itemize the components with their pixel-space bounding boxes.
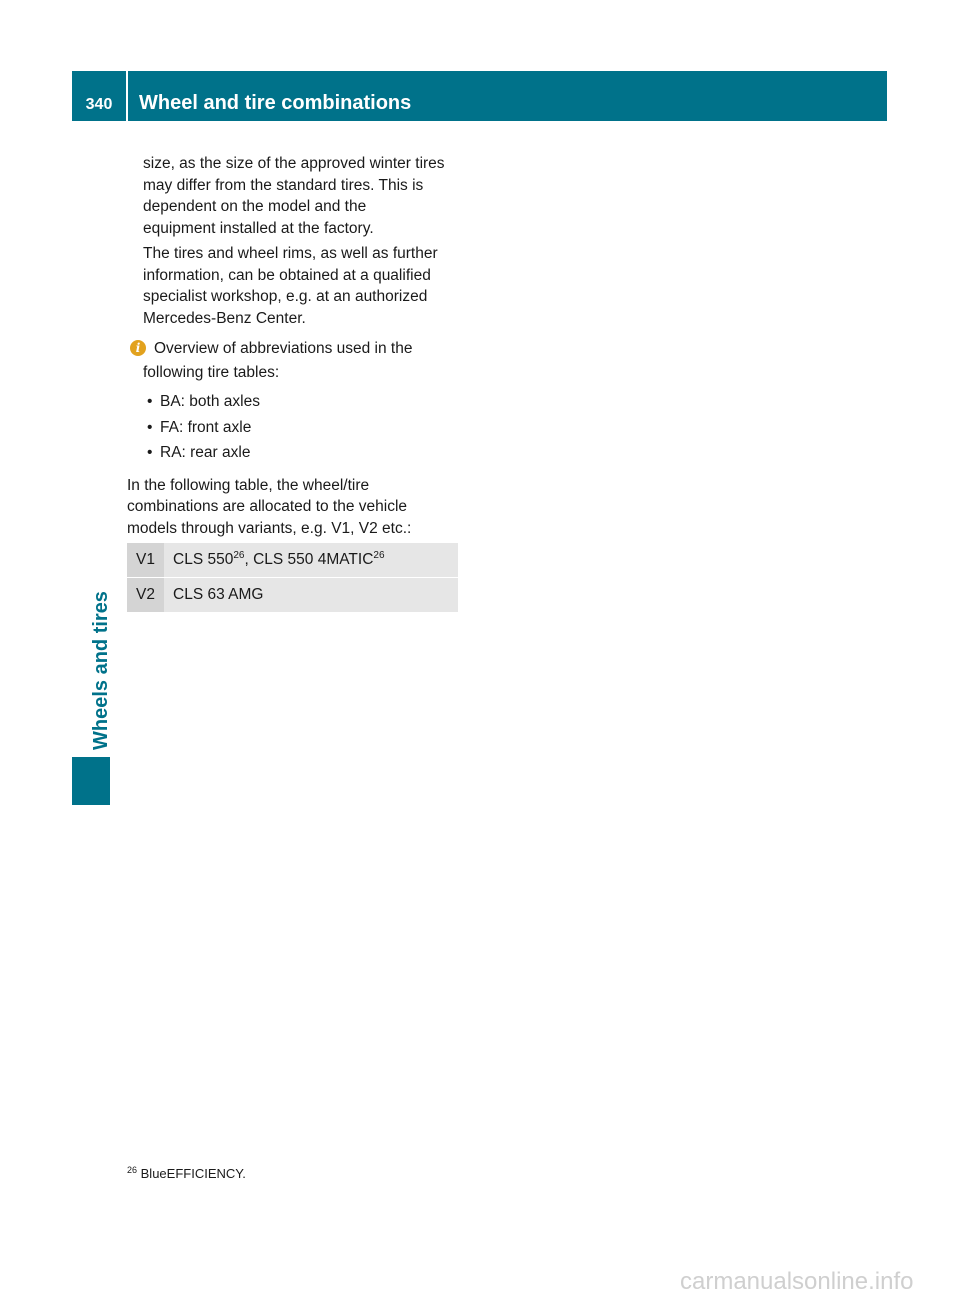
variant-models xyxy=(164,578,458,613)
variant-table xyxy=(127,543,458,613)
text-line: Mercedes-Benz Center. xyxy=(143,309,306,327)
footnote-text: BlueEFFICIENCY. xyxy=(140,1166,246,1181)
text-line: models through variants, e.g. V1, V2 etc.: xyxy=(127,519,412,537)
footnote xyxy=(127,1166,246,1181)
info-note xyxy=(127,338,462,360)
model-separator: , xyxy=(244,551,254,568)
paragraph-variants-intro xyxy=(127,475,462,540)
abbreviation-list xyxy=(127,389,462,466)
page-title: Wheel and tire combinations xyxy=(139,92,412,114)
model-name: CLS 63 AMG xyxy=(173,586,264,603)
text-line: specialist workshop, e.g. at an authorized xyxy=(143,288,428,305)
text-line: dependent on the model and the xyxy=(143,198,367,215)
variant-code: V2 xyxy=(127,578,164,613)
text-line: size, as the size of the approved winter tires xyxy=(143,155,445,172)
table-row xyxy=(127,578,458,613)
main-content xyxy=(127,153,462,539)
variant-code: V1 xyxy=(127,543,164,578)
model-name: CLS 550 xyxy=(173,551,234,568)
watermark: carmanualsonline.info xyxy=(680,1268,914,1295)
info-note-text: Overview of abbreviations used in the xyxy=(154,340,413,357)
page-header xyxy=(72,71,887,121)
paragraph-workshop xyxy=(127,243,462,329)
text-line: equipment installed at the factory. xyxy=(143,219,374,237)
text-line: The tires and wheel rims, as well as further xyxy=(143,245,438,262)
paragraph-winter-tires xyxy=(127,153,462,239)
list-item: • FA: front axle xyxy=(147,415,462,441)
header-divider xyxy=(126,71,128,121)
footnote-number: 26 xyxy=(127,1165,138,1175)
text-line: In the following table, the wheel/tire xyxy=(127,476,370,494)
info-note-continuation: following tire tables: xyxy=(143,363,280,381)
footnote-ref: 26 xyxy=(233,550,245,561)
section-side-tab xyxy=(72,757,110,805)
list-item: • BA: both axles xyxy=(147,389,462,415)
text-line: may differ from the standard tires. This is xyxy=(143,176,424,194)
model-name: CLS 550 4MATIC xyxy=(253,551,374,568)
list-item: • RA: rear axle xyxy=(147,440,462,466)
footnote-ref: 26 xyxy=(373,550,385,561)
section-side-label-text: Wheels and tires xyxy=(90,591,112,750)
table-row xyxy=(127,543,458,578)
text-line: combinations are allocated to the vehicle xyxy=(127,498,408,515)
text-line: information, can be obtained at a qualified xyxy=(143,266,431,284)
info-icon: i xyxy=(130,340,146,356)
page-number: 340 xyxy=(85,96,113,113)
variant-models xyxy=(164,543,458,578)
